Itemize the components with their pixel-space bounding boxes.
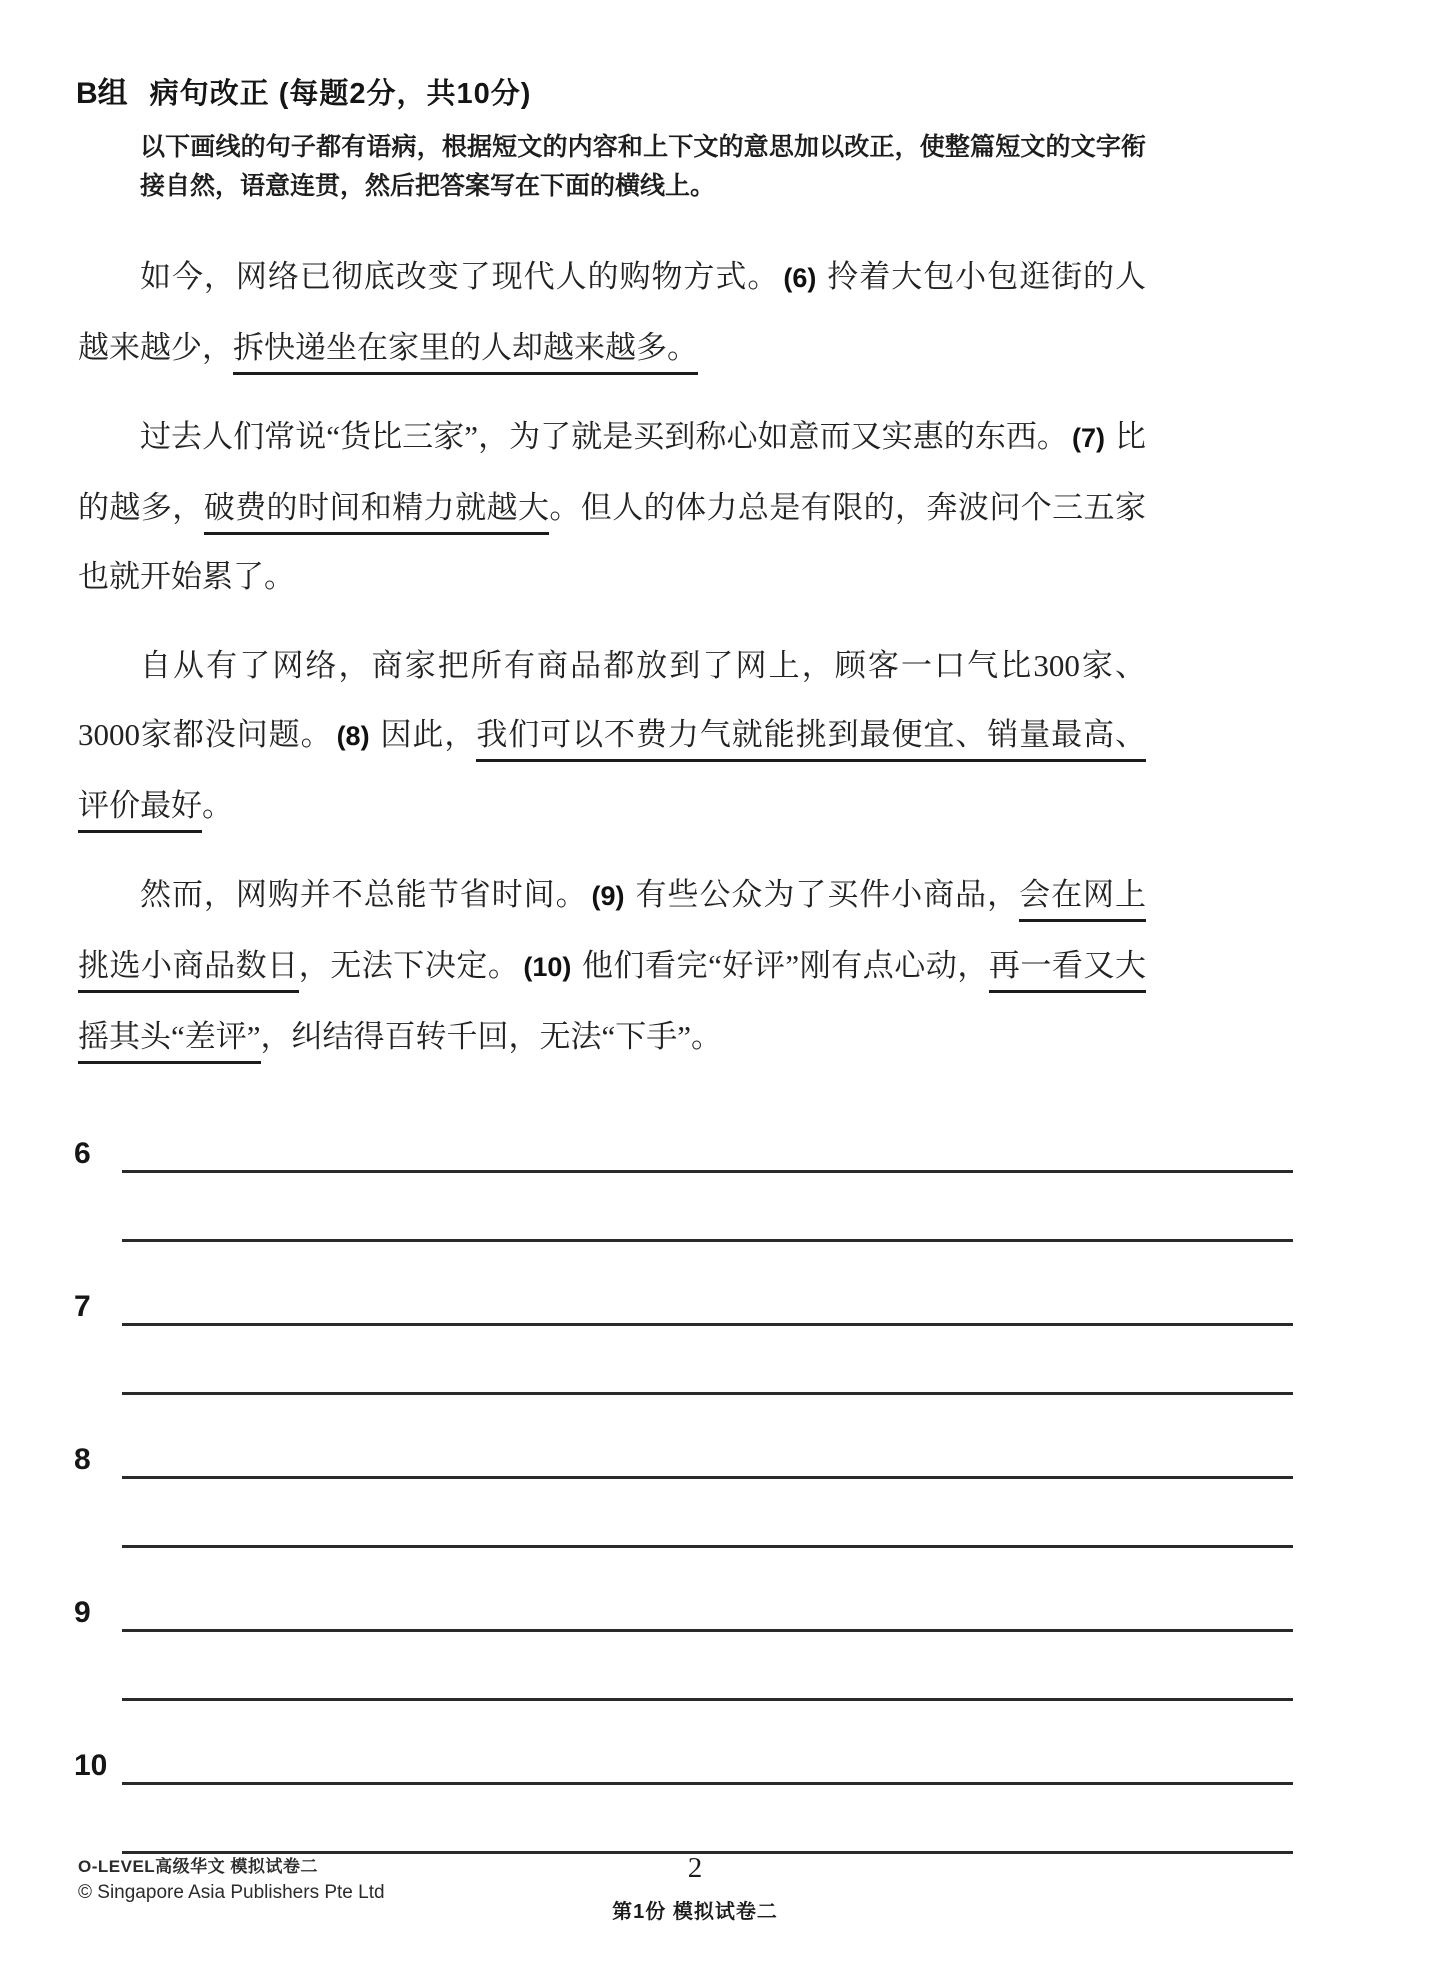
section-title: 病句改正 (每题2分，共10分) — [149, 78, 532, 110]
footer-section-label: 第1份 模拟试卷二 — [612, 1901, 778, 1923]
passage-text: 然而，网购并不总能节省时间。 — [140, 877, 588, 912]
passage-text: 拎着大包小包逛街的人越来越少， — [78, 259, 1147, 365]
passage-text: 比的越多， — [78, 419, 1147, 525]
question-number: 6 — [74, 1137, 91, 1170]
passage-text: 他们看完“好评”刚有点心动， — [581, 948, 989, 983]
passage-text: 因此， — [379, 717, 477, 752]
answer-row — [74, 1741, 1293, 1785]
passage-text: 如今，网络已彻底改变了现代人的购物方式。 — [140, 259, 780, 294]
passage-text: 。但人的体力总是有限的，奔波问个三五家也就开始累了。 — [78, 490, 1147, 594]
paragraph — [78, 860, 1146, 1071]
answer-line — [122, 1738, 1293, 1785]
answer-line — [122, 1785, 1293, 1854]
question-number: 7 — [74, 1290, 91, 1323]
question-marker: (9) — [591, 881, 625, 911]
answer-line — [122, 1126, 1293, 1173]
passage-text: 自从有了网络，商家把所有商品都放到了网上，顾客一口气比300家、3000家都没问题。 — [78, 648, 1146, 752]
passage — [78, 242, 1146, 1071]
passage-text: 。 — [202, 788, 233, 823]
underlined-error-segment: 拆快递坐在家里的人却越来越多。 — [233, 330, 698, 375]
footer-copyright: © Singapore Asia Publishers Pte Ltd — [78, 1882, 385, 1903]
answer-row — [74, 1129, 1293, 1173]
answer-item — [74, 1129, 1293, 1242]
question-number: 10 — [74, 1749, 108, 1782]
footer-center-block — [0, 1852, 1390, 1924]
passage-text: 过去人们常说“货比三家”，为了就是买到称心如意而又实惠的东西。 — [140, 419, 1068, 454]
question-marker: (6) — [783, 263, 817, 293]
instructions-text: 以下画线的句子都有语病，根据短文的内容和上下文的意思加以改正，使整篇短文的文字衔接自然，语意连贯，然后把答案写在下面的横线上。 — [140, 133, 1146, 200]
question-marker: (7) — [1071, 423, 1105, 453]
underlined-error-segment: 再一看又大摇其头“差评” — [78, 948, 1146, 1064]
answer-line — [122, 1173, 1293, 1242]
answer-item — [74, 1588, 1293, 1701]
passage-text: 有些公众为了买件小商品， — [634, 877, 1020, 912]
page-number: 2 — [687, 1852, 703, 1884]
answer-row — [74, 1282, 1293, 1326]
question-marker: (10) — [523, 952, 572, 982]
answer-line — [122, 1585, 1293, 1632]
question-marker: (8) — [336, 721, 370, 751]
answer-line — [122, 1279, 1293, 1326]
underlined-error-segment: 我们可以不费力气就能挑到最便宜、销量最高、评价最好 — [78, 717, 1146, 833]
paragraph — [78, 242, 1146, 382]
answer-line — [122, 1326, 1293, 1395]
paragraph — [78, 402, 1146, 611]
answer-row — [74, 1588, 1293, 1632]
answer-line — [122, 1479, 1293, 1548]
question-number: 9 — [74, 1596, 91, 1629]
paragraph — [78, 631, 1146, 840]
answer-item — [74, 1741, 1293, 1854]
answer-line — [122, 1432, 1293, 1479]
answer-row — [74, 1435, 1293, 1479]
section-label: B组 — [76, 77, 128, 110]
section-header — [76, 0, 1445, 112]
passage-text: ，纠结得百转千回，无法“下手”。 — [260, 1019, 723, 1054]
passage-text: ，无法下决定。 — [298, 948, 520, 983]
answer-item — [74, 1435, 1293, 1548]
question-number: 8 — [74, 1443, 91, 1476]
answer-line — [122, 1632, 1293, 1701]
underlined-error-segment: 破费的时间和精力就越大 — [204, 490, 550, 535]
answer-item — [74, 1282, 1293, 1395]
answer-section — [74, 1129, 1293, 1854]
underlined-error-segment: 会在网上挑选小商品数日 — [78, 877, 1146, 993]
footer-book-title: O-LEVEL高级华文 模拟试卷二 — [78, 1857, 318, 1876]
